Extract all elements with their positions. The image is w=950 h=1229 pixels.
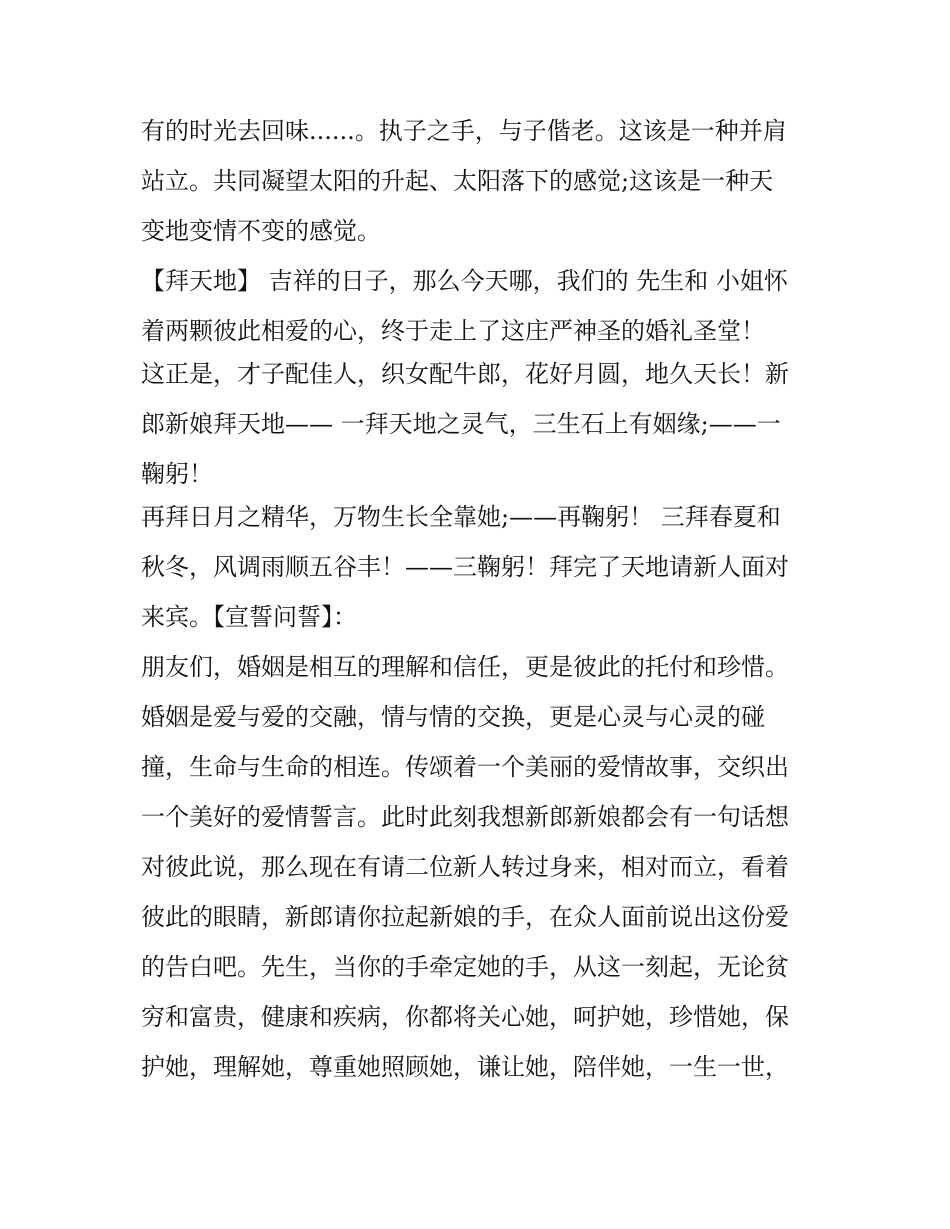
- text-line: 这正是，才子配佳人，织女配牛郎，花好月圆，地久天长！新: [141, 360, 789, 388]
- text-line: 撞，生命与生命的相连。传颂着一个美丽的爱情故事，交织出: [141, 753, 789, 781]
- text-line: 彼此的眼睛，新郎请你拉起新娘的手，在众人面前说出这份爱: [141, 903, 789, 931]
- text-line: 的告白吧。先生，当你的手牵定她的手，从这一刻起，无论贫: [141, 953, 789, 981]
- text-line: 再拜日月之精华，万物生长全靠她;——再鞠躬！ 三拜春夏和: [141, 503, 781, 531]
- text-line: 着两颗彼此相爱的心，终于走上了这庄严神圣的婚礼圣堂！: [141, 317, 765, 345]
- text-line: 有的时光去回味......。执子之手，与子偕老。这该是一种并肩: [141, 117, 787, 145]
- document-body: [141, 106, 821, 1092]
- text-line: 秋冬，风调雨顺五谷丰！——三鞠躬！拜完了天地请新人面对: [141, 553, 789, 581]
- text-line: 变地变情不变的感觉。: [141, 217, 381, 245]
- text-line: 站立。共同凝望太阳的升起、太阳落下的感觉;这该是一种天: [141, 167, 774, 195]
- text-line: 郎新娘拜天地—— 一拜天地之灵气，三生石上有姻缘;——一: [141, 410, 781, 438]
- text-line: 【拜天地】 吉祥的日子，那么今天哪，我们的 先生和 小姐怀: [141, 267, 788, 295]
- text-line: 婚姻是爱与爱的交融，情与情的交换，更是心灵与心灵的碰: [141, 703, 765, 731]
- text-line: 鞠躬！: [141, 460, 213, 488]
- text-line: 对彼此说，那么现在有请二位新人转过身来，相对而立，看着: [141, 853, 789, 881]
- text-line: 一个美好的爱情誓言。此时此刻我想新郎新娘都会有一句话想: [141, 803, 789, 831]
- text-line: 护她，理解她，尊重她照顾她，谦让她，陪伴她，一生一世，: [141, 1053, 789, 1081]
- text-line: 朋友们，婚姻是相互的理解和信任，更是彼此的托付和珍惜。: [141, 653, 789, 681]
- text-line: 来宾。【宣誓问誓】：: [141, 603, 357, 631]
- text-line: 穷和富贵，健康和疾病，你都将关心她，呵护她，珍惜她，保: [141, 1003, 789, 1031]
